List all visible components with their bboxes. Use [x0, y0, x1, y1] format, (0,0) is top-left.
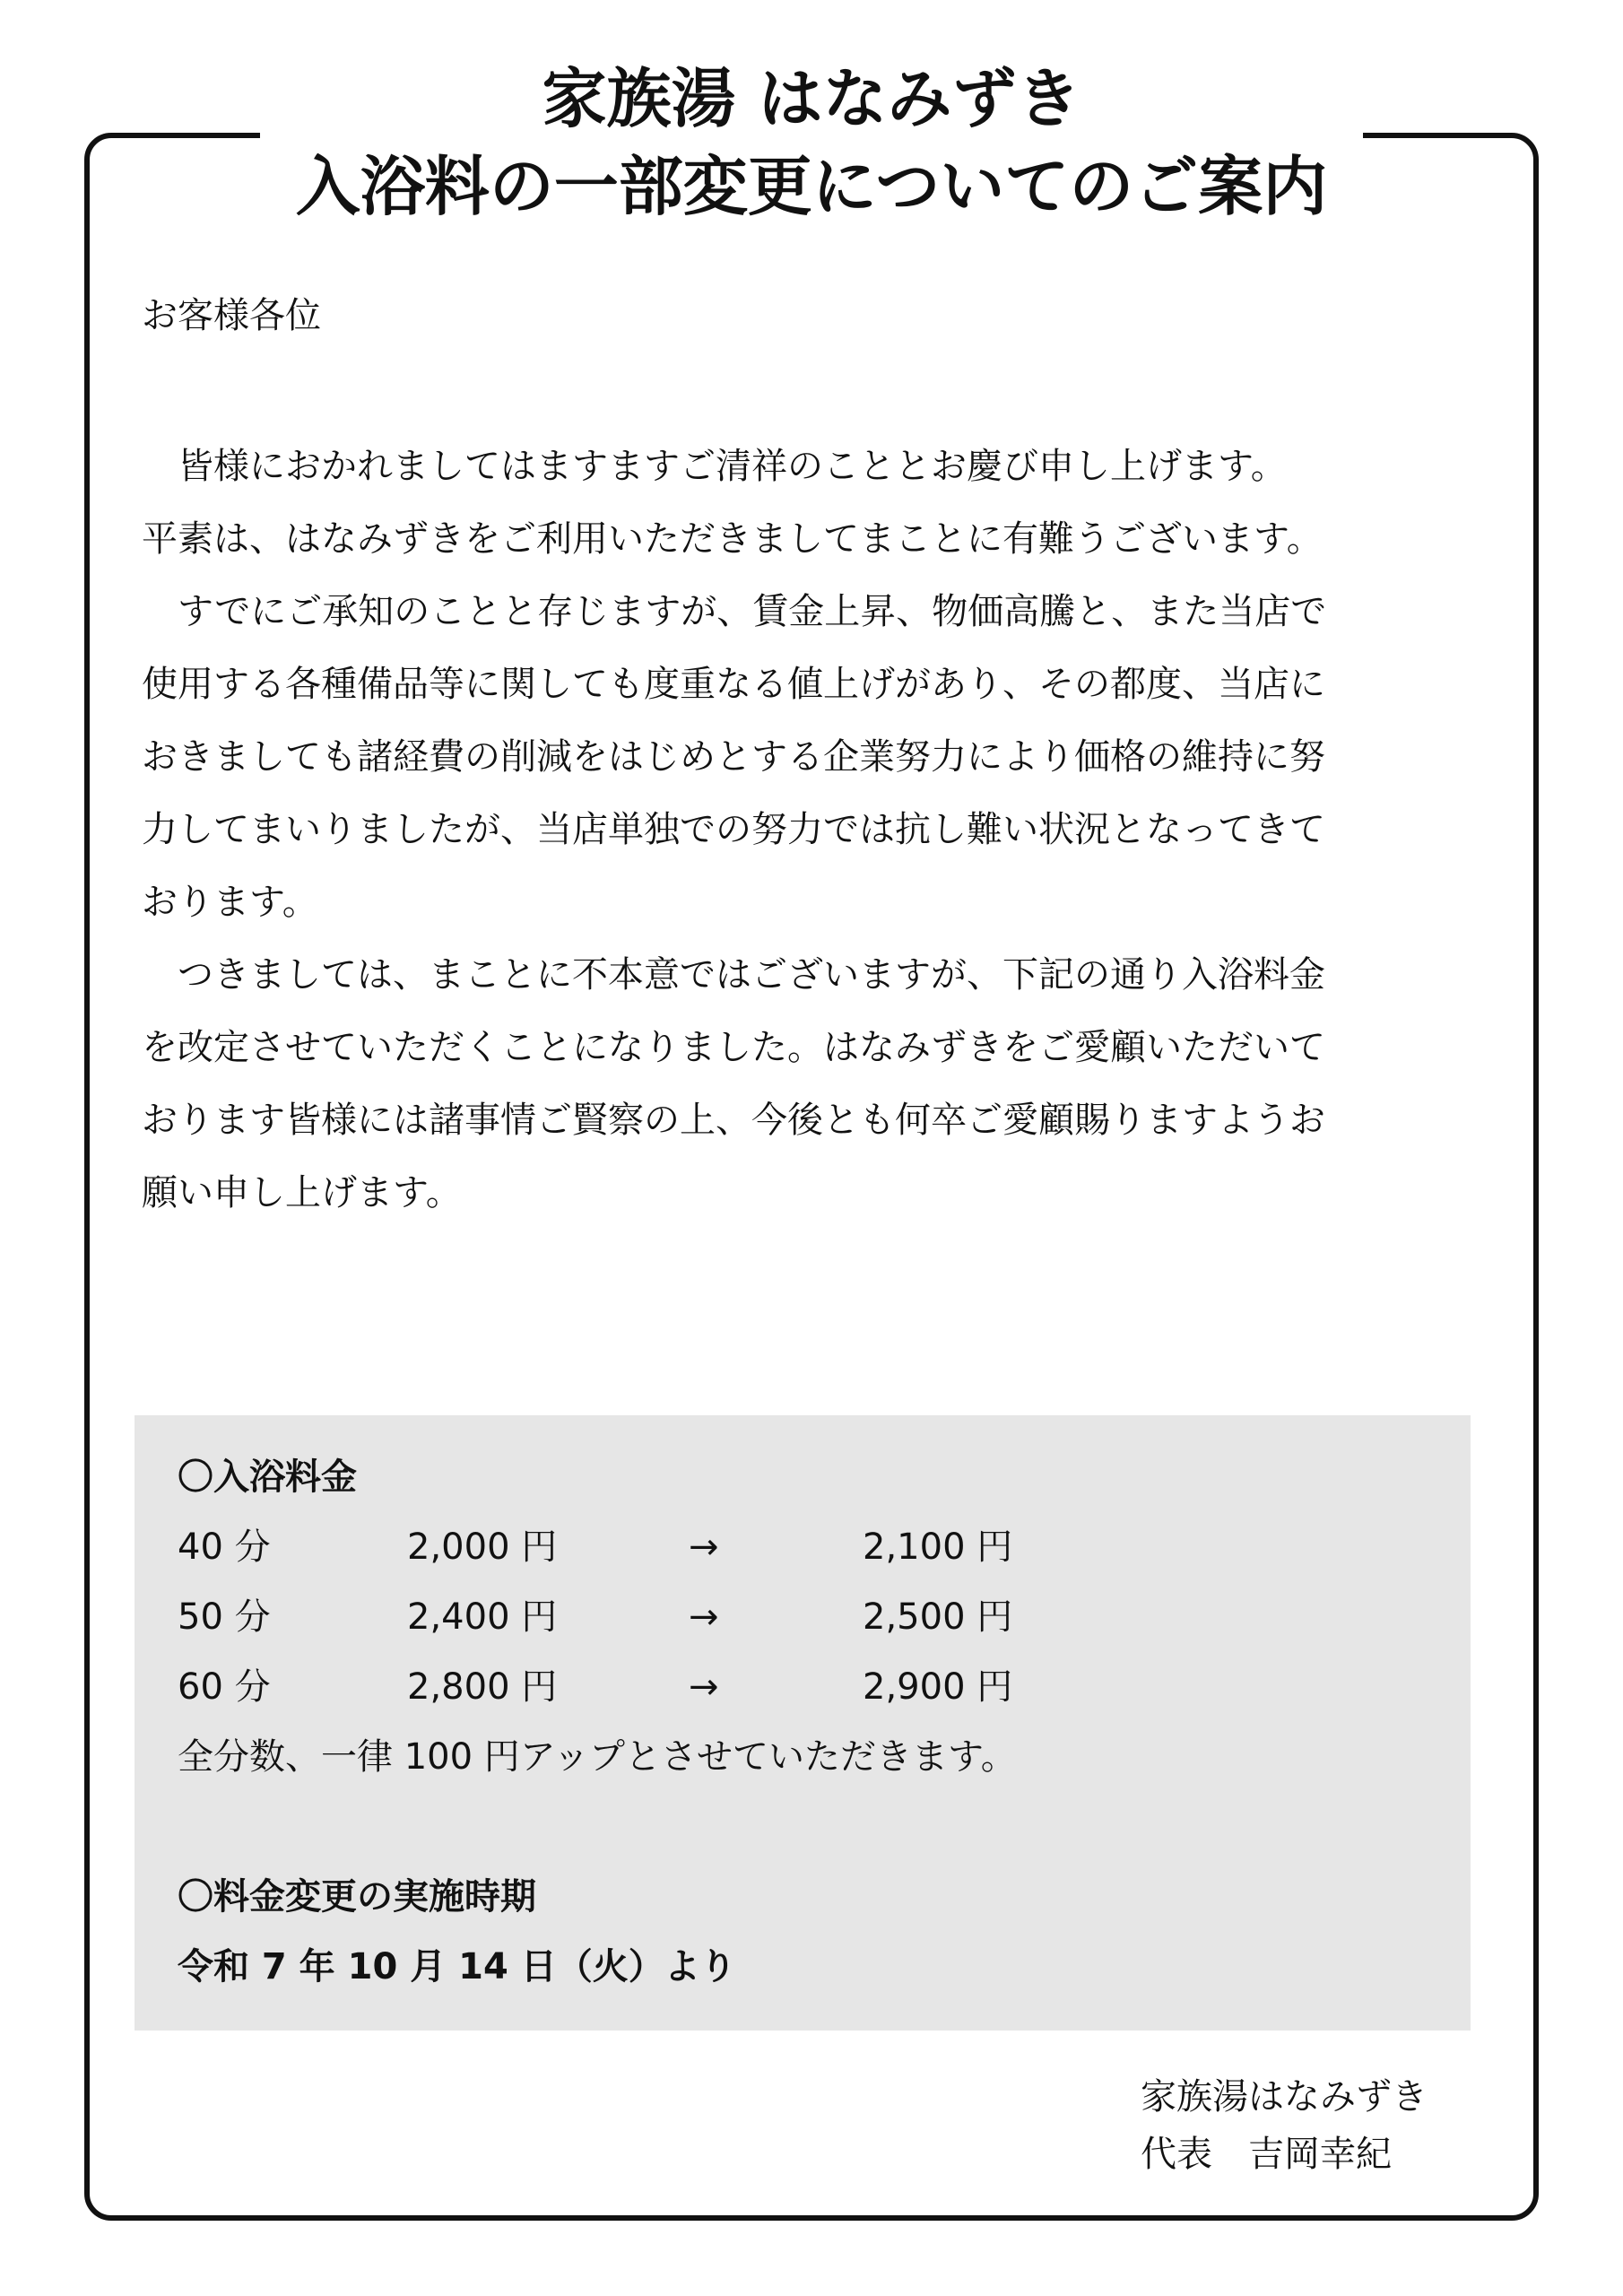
price-duration: 50 分: [178, 1596, 271, 1638]
price-new: 2,900 円: [863, 1666, 1013, 1708]
body-line: 願い申し上げます。: [142, 1172, 462, 1213]
signature-org: 家族湯はなみずき: [1141, 2076, 1428, 2118]
date-heading: 〇料金変更の実施時期: [178, 1876, 536, 1918]
signature-block: [1141, 2068, 1428, 2183]
price-row: [178, 1582, 1017, 1652]
body-line: すでにご承知のことと存じますが、賃金上昇、物価高騰と、また当店で: [178, 591, 1327, 632]
signature-representative: 代表 吉岡幸紀: [1141, 2134, 1392, 2175]
price-new: 2,100 円: [863, 1526, 1013, 1568]
body-line: おります。: [142, 882, 318, 923]
price-old: 2,400 円: [407, 1596, 558, 1638]
body-line: つきましては、まことに不本意ではございますが、下記の通り入浴料金: [178, 954, 1325, 996]
body-line: 平素は、はなみずきをご利用いただきましてまことに有難うございます。: [142, 518, 1323, 560]
price-old: 2,800 円: [407, 1666, 558, 1708]
body-line: 皆様におかれましてはますますご清祥のこととお慶び申し上げます。: [178, 446, 1287, 487]
price-duration: 40 分: [178, 1526, 271, 1568]
fee-info-box: [135, 1415, 1471, 2031]
body-line: 使用する各種備品等に関しても度重なる値上げがあり、その都度、当店に: [142, 664, 1325, 705]
price-new: 2,500 円: [863, 1596, 1013, 1638]
arrow-icon: →: [689, 1526, 719, 1568]
fee-heading: 〇入浴料金: [178, 1457, 357, 1498]
body-line: 力してまいりましたが、当店単独での努力では抗し難い状況となってきて: [142, 809, 1325, 850]
document-title-line2: 入浴料の一部変更についてのご案内: [295, 149, 1328, 224]
price-old: 2,000 円: [407, 1526, 558, 1568]
fee-info-content: [178, 1442, 1017, 2002]
price-duration: 60 分: [178, 1666, 271, 1708]
effective-date: 令和 7 年 10 月 14 日（火）より: [178, 1946, 736, 1987]
arrow-icon: →: [689, 1596, 719, 1638]
body-line: おります皆様には諸事情ご賢察の上、今後とも何卒ご愛顧賜りますようお: [142, 1100, 1325, 1141]
body-line: おきましても諸経費の削減をはじめとする企業努力により価格の維持に努: [142, 736, 1325, 778]
fee-note: 全分数、一律 100 円アップとさせていただきます。: [178, 1736, 1017, 1778]
letter-body: [142, 430, 1487, 1230]
document-title-line1: 家族湯 はなみずき: [542, 61, 1081, 136]
price-row: [178, 1652, 1017, 1722]
addressee: お客様各位: [142, 295, 321, 336]
body-line: を改定させていただくことになりました。はなみずきをご愛顧いただいて: [142, 1027, 1325, 1068]
price-row: [178, 1512, 1017, 1582]
spacer: [178, 1792, 1017, 1862]
arrow-icon: →: [689, 1666, 719, 1708]
